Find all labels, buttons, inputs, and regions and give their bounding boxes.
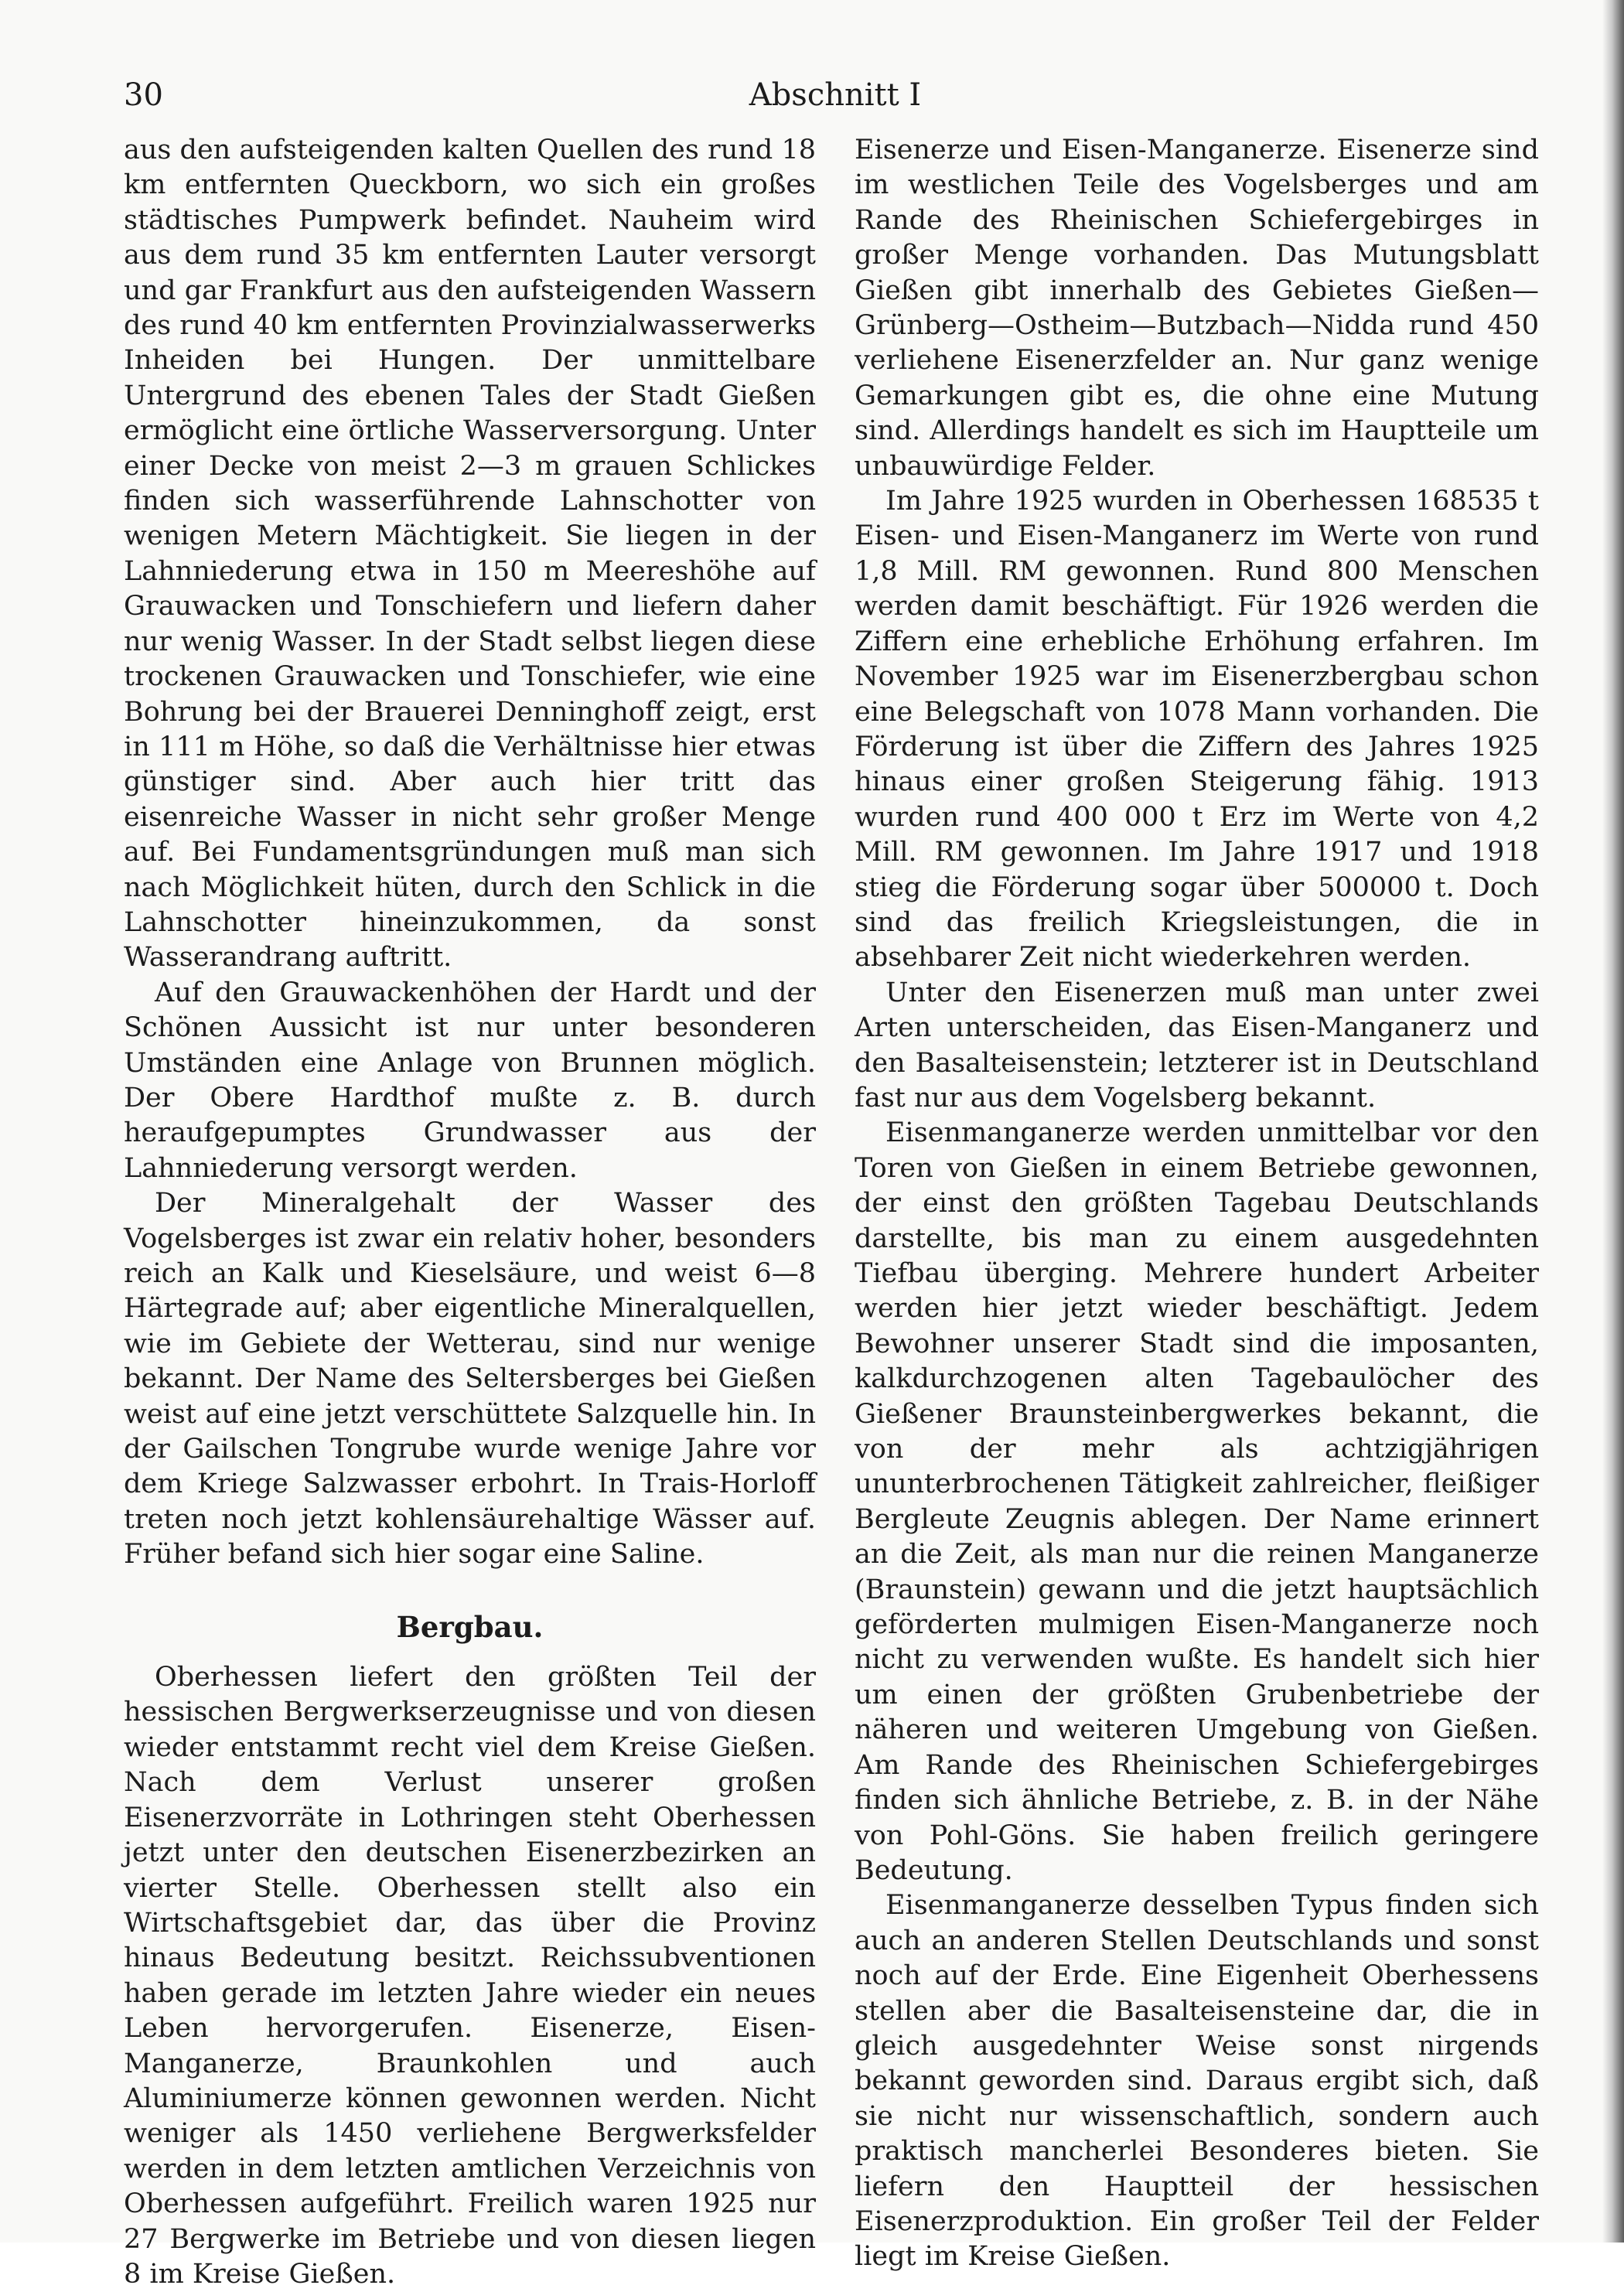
paragraph: Unter den Eisenerzen muß man unter zwei Arten unterscheiden, das Eisen-Manganerz und den Basalteisenstein; letzterer ist in Deutschland fast nur aus dem Vogelsberg bekannt. [855, 977, 1539, 1114]
paragraph: aus den aufsteigenden kalten Quellen des rund 18 km entfernten Queckborn, wo sich ein großes städtisches Pumpwerk befindet. Nauheim wird aus dem rund 35 km entfernten Lauter versorgt und gar Frankfurt aus den aufsteigenden Wassern des rund 40 km entfernten Provinzialwasserwerks Inheiden bei Hungen. Der unmittelbare Untergrund des ebenen Tales der Stadt Gießen ermöglicht eine örtliche Wasserversorgung. Unter einer Decke von meist 2—3 m grauen Schlickes finden sich wasserführende Lahnschotter von wenigen Metern Mächtigkeit. Sie liegen in der Lahnniederung etwa in 150 m Meereshöhe auf Grauwacken und Tonschiefern und liefern daher nur wenig Wasser. In der Stadt selbst liegen diese trockenen Grauwacken und Tonschiefer, wie eine Bohrung bei der Brauerei Denninghoff zeigt, erst in 111 m Höhe, so daß die Verhältnisse hier etwas günstiger sind. Aber auch hier tritt das eisenreiche Wasser in nicht sehr großer Menge auf. Bei Fundamentsgründungen muß man sich nach Möglichkeit hüten, durch den Schlick in die Lahnschotter hineinzukommen, da sonst Wasserandrang auftritt. [124, 135, 816, 974]
paragraph: Oberhessen liefert den größten Teil der hessischen Bergwerkserzeugnisse und von diesen wieder entstammt recht viel dem Kreise Gießen. Nach dem Verlust unserer großen Eisenerzvorräte in Lothringen steht Oberhessen jetzt unter den deutschen Eisenerzbezirken an vierter Stelle. Oberhessen stellt also ein Wirtschaftsgebiet dar, das über die Provinz hinaus Bedeutung besitzt. Reichssubventionen haben gerade im letzten Jahre wieder ein neues Leben hervorgerufen. Eisenerze, Eisen-Manganerze, Braunkohlen und auch Aluminiumerze können gewonnen werden. Nicht weniger als 1450 verliehene Bergwerksfelder werden in dem letzten amtlichen Verzeichnis von Oberhessen aufgeführt. Freilich waren 1925 nur 27 Bergwerke im Betriebe und von diesen liegen 8 im Kreise Gießen. [124, 1662, 816, 2290]
section-heading-bergbau: Bergbau. [396, 1609, 544, 1644]
paragraph: Der Mineralgehalt der Wasser des Vogelsberges ist zwar ein relativ hoher, besonders reich an Kalk und Kieselsäure, und weist 6—8 Härtegrade auf; aber eigentliche Mineralquellen, wie im Gebiete der Wetterau, sind nur wenige bekannt. Der Name des Seltersberges bei Gießen weist auf eine jetzt verschüttete Salzquelle hin. In der Gailschen Tongrube wurde wenige Jahre vor dem Kriege Salzwasser erbohrt. In Trais-Horloff treten noch jetzt kohlensäurehaltige Wässer auf. Früher befand sich hier sogar eine Saline. [124, 1188, 816, 1571]
page-number: 30 [124, 77, 163, 113]
right-column [855, 133, 1539, 2275]
left-column [124, 133, 816, 2292]
paragraph: Auf den Grauwackenhöhen der Hardt und der Schönen Aussicht ist nur unter besonderen Umständen eine Anlage von Brunnen möglich. Der Obere Hardthof mußte z. B. durch heraufgepumptes Grundwasser aus der Lahnniederung versorgt werden. [124, 977, 816, 1184]
paragraph: Eisenmanganerze desselben Typus finden sich auch an anderen Stellen Deutschlands und sonst noch auf der Erde. Eine Eigenheit Oberhessens stellen aber die Basalteisensteine dar, die in gleich ausgedehnter Weise sonst nirgends bekannt geworden sind. Daraus ergibt sich, daß sie nicht nur wissenschaftlich, sondern auch praktisch mancherlei Besonderes bieten. Sie liefern den Hauptteil der hessischen Eisenerzproduktion. Ein großer Teil der Felder liegt im Kreise Gießen. [855, 1890, 1539, 2273]
paragraph: Eisenmanganerze werden unmittelbar vor den Toren von Gießen in einem Betriebe gewonnen, der einst den größten Tagebau Deutschlands darstellte, bis man zu einem ausgedehnten Tiefbau überging. Mehrere hundert Arbeiter werden hier jetzt wieder beschäftigt. Jedem Bewohner unserer Stadt sind die imposanten, kalkdurchzogenen alten Tagebaulöcher des Gießener Braunsteinbergwerkes bekannt, die von der mehr als achtzigjährigen ununterbrochenen Tätigkeit zahlreicher, fleißiger Bergleute Zeugnis ablegen. Der Name erinnert an die Zeit, als man nur die reinen Manganerze (Braunstein) gewann und die jetzt hauptsächlich geförderten mulmigen Eisen-Manganerze noch nicht zu verwenden wußte. Es handelt sich hier um einen der größten Grubenbetriebe der näheren und weiteren Umgebung von Gießen. Am Rande des Rheinischen Schiefergebirges finden sich ähnliche Betriebe, z. B. in der Nähe von Pohl-Göns. Sie haben freilich geringere Bedeutung. [855, 1117, 1539, 1886]
running-head: Abschnitt I [749, 77, 922, 113]
paragraph: Im Jahre 1925 wurden in Oberhessen 168535 t Eisen- und Eisen-Manganerz im Werte von rund 1,8 Mill. RM gewonnen. Rund 800 Menschen werden damit beschäftigt. Für 1926 werden die Ziffern eine erhebliche Erhöhung erfahren. Im November 1925 war im Eisenerzbergbau schon eine Belegschaft von 1078 Mann vorhanden. Die Förderung ist über die Ziffern des Jahres 1925 hinaus einer großen Steigerung fähig. 1913 wurden rund 400 000 t Erz im Werte von 4,2 Mill. RM gewonnen. Im Jahre 1917 und 1918 stieg die Förderung sogar über 500000 t. Doch sind das freilich Kriegsleistungen, die in absehbarer Zeit nicht wiederkehren werden. [855, 486, 1539, 974]
paragraph: Eisenerze und Eisen-Manganerze. Eisenerze sind im westlichen Teile des Vogelsberges und am Rande des Rheinischen Schiefergebirges in großer Menge vorhanden. Das Mutungsblatt Gießen gibt innerhalb des Gebietes Gießen—Grünberg—Ostheim—Butzbach—Nidda rund 450 verliehene Eisenerzfelder an. Nur ganz wenige Gemarkungen gibt es, die ohne eine Mutung sind. Allerdings handelt es sich im Hauptteile um unbauwürdige Felder. [855, 135, 1539, 482]
page-header [124, 77, 1547, 131]
